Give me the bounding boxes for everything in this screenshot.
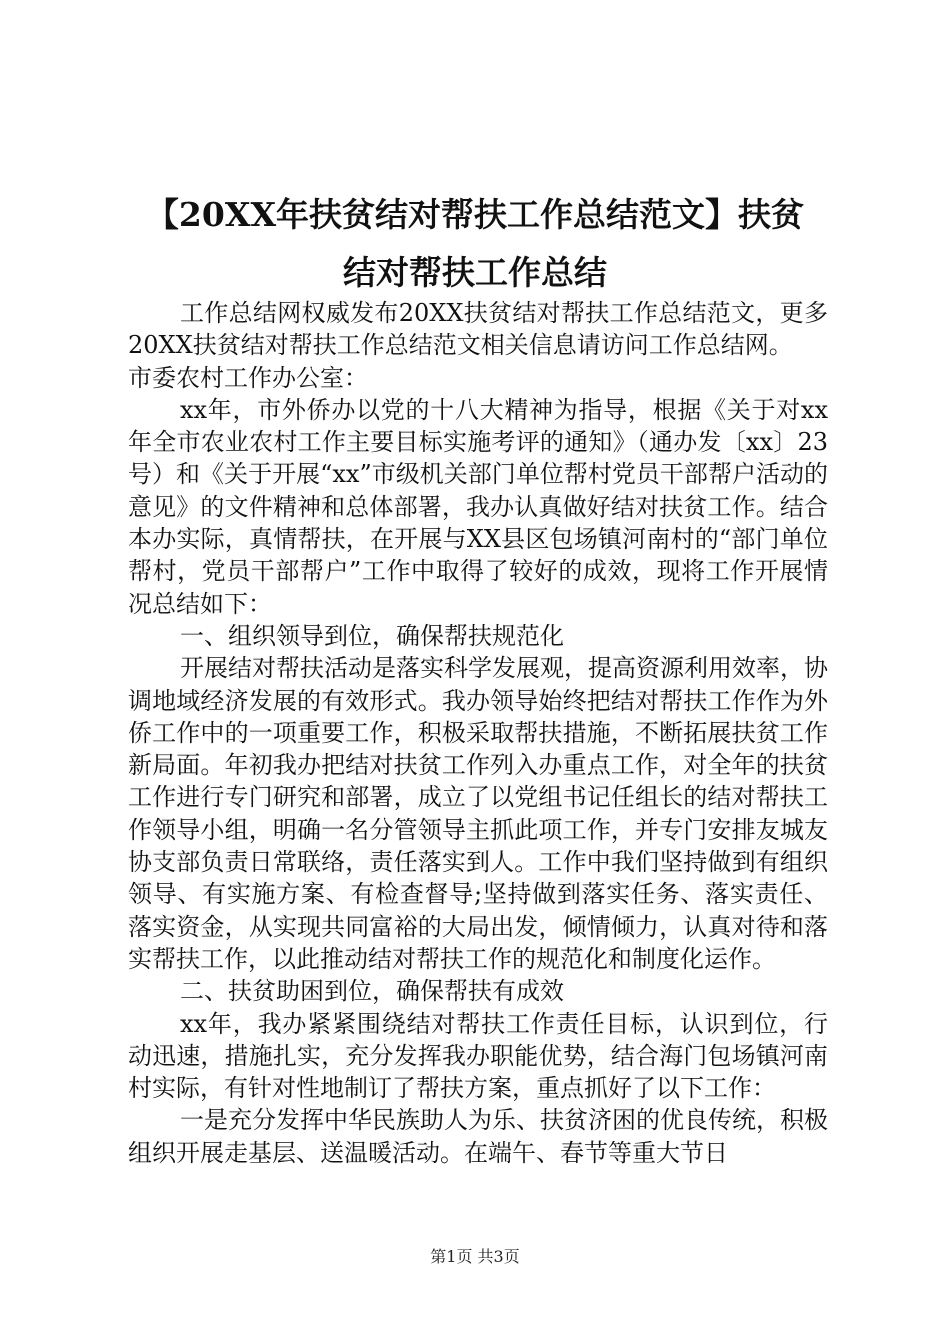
title-line-1: 【20XX年扶贫结对帮扶工作总结范文】扶贫 [145, 195, 805, 234]
intro-paragraph: 工作总结网权威发布20XX扶贫结对帮扶工作总结范文，更多20XX扶贫结对帮扶工作总结范文相关信息请访问工作总结网。 [128, 299, 828, 360]
document-title [100, 186, 850, 302]
addressee-line: 市委农村工作办公室： [128, 363, 368, 392]
paragraph-2: 开展结对帮扶活动是落实科学发展观，提高资源利用效率，协调地域经济发展的有效形式。我办领导始终把结对帮扶工作作为外侨工作中的一项重要工作，积极采取帮扶措施，不断拓展扶贫工作新局面。年初我办把结对扶贫工作列入办重点工作，对全年的扶贫工作进行专门研究和部署，成立了以党组书记任组长的结对帮扶工作领导小组，明确一名分管领导主抓此项工作，并专门安排友城友协支部负责日常联络，责任落实到人。工作中我们坚持做到有组织领导、有实施方案、有检查督导;坚持做到落实任务、落实责任、落实资金，从实现共同富裕的大局出发，倾情倾力，认真对待和落实帮扶工作，以此推动结对帮扶工作的规范化和制度化运作。 [128, 654, 828, 973]
paragraph-1: xx年，市外侨办以党的十八大精神为指导，根据《关于对xx年全市农业农村工作主要目标实施考评的通知》（通办发〔xx〕23号）和《关于开展“xx”市级机关部门单位帮村党员干部帮户活动的意见》的文件精神和总体部署，我办认真做好结对扶贫工作。结合本办实际，真情帮扶，在开展与XX县区包场镇河南村的“部门单位帮村，党员干部帮户”工作中取得了较好的成效，现将工作开展情况总结如下： [128, 395, 828, 618]
paragraph-4: 一是充分发挥中华民族助人为乐、扶贫济困的优良传统，积极组织开展走基层、送温暖活动。在端午、春节等重大节日 [128, 1106, 828, 1167]
document-body [128, 297, 828, 1169]
page-footer: 第1页 共3页 [430, 1247, 520, 1266]
title-line-2: 结对帮扶工作总结 [343, 253, 607, 292]
paragraph-3: xx年，我办紧紧围绕结对帮扶工作责任目标，认识到位，行动迅速，措施扎实，充分发挥我办职能优势，结合海门包场镇河南村实际，有针对性地制订了帮扶方案，重点抓好了以下工作： [128, 1009, 828, 1103]
section-heading-2: 二、扶贫助困到位，确保帮扶有成效 [180, 977, 564, 1006]
section-heading-1: 一、组织领导到位，确保帮扶规范化 [180, 621, 564, 650]
